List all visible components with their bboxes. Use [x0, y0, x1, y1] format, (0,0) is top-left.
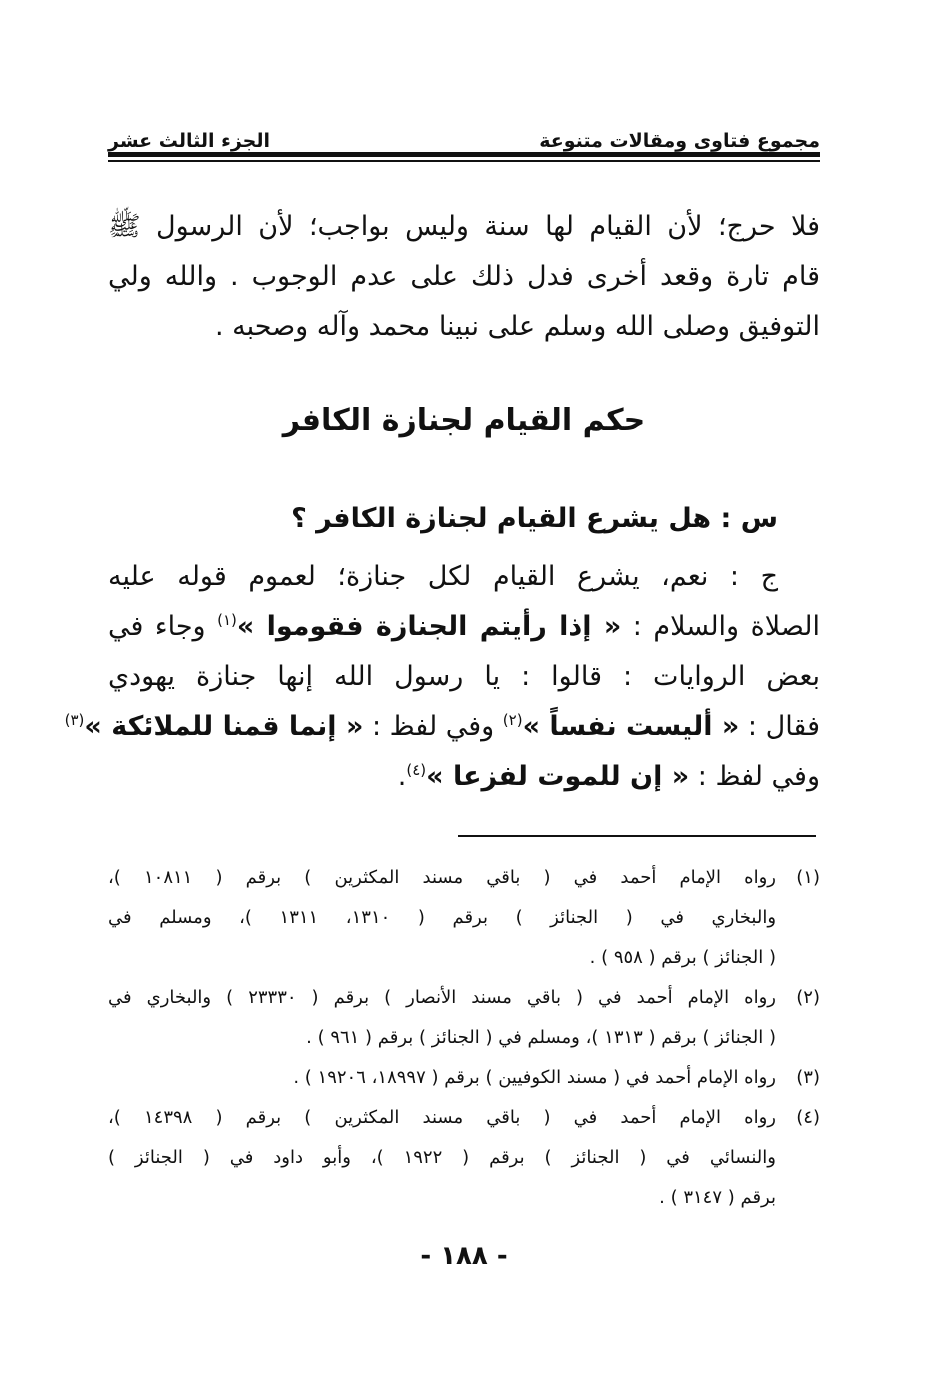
footnote-line: رواه الإمام أحمد في ( مسند الكوفيين ) برقم ( ١٨٩٩٧، ١٩٢٠٦ ) . [293, 1067, 776, 1088]
footnote-ref[interactable]: (٢) [502, 711, 523, 729]
footnote-line: رواه الإمام أحمد في ( باقي مسند المكثرين ) برقم ( ١٤٣٩٨ )، [108, 1107, 777, 1128]
footnote-ref[interactable]: (٣) [64, 711, 85, 729]
header-rule-thin [108, 160, 820, 162]
footnote [108, 858, 820, 978]
footnote-separator [458, 835, 816, 837]
section-title: حكم القيام لجنازة الكافر [282, 403, 646, 438]
question-line: س : هل يشرع القيام لجنازة الكافر ؟ [291, 503, 778, 534]
footnote-number: (١) [796, 867, 820, 888]
intro-line: التوفيق وصلى الله وسلم على نبينا محمد وآله وصحبه . [214, 311, 820, 342]
footnote-line: برقم ( ٣١٤٧ ) . [659, 1187, 776, 1208]
answer-line [64, 702, 820, 752]
footnote-number: (٣) [796, 1067, 820, 1088]
footnotes [108, 858, 820, 1218]
answer-text: الصلاة والسلام : [621, 611, 820, 642]
footnote-ref[interactable]: (١) [217, 611, 237, 629]
volume-label: الجزء الثالث عشر [108, 130, 271, 152]
footnote-ref[interactable]: (٤) [406, 761, 427, 779]
answer-text: وفي لفظ : [363, 711, 503, 742]
answer-line [108, 752, 820, 802]
header-rule-thick [108, 152, 820, 157]
running-header [108, 118, 820, 152]
footnote-line: ( الجنائز ) برقم ( ٩٥٨ ) . [589, 947, 776, 968]
footnote-line: رواه الإمام أحمد في ( باقي مسند المكثرين ) برقم ( ١٠٨١١ )، [108, 867, 777, 888]
footnote-line: والنسائي في ( الجنائز ) برقم ( ١٩٢٢ )، وأبو داود في ( الجنائز ) [108, 1147, 776, 1168]
answer-paragraph [64, 552, 820, 802]
hadith-quote: « إذا رأيتم الجنازة فقوموا » [236, 611, 622, 642]
answer-line: بعض الروايات : قالوا : يا رسول الله إنها جنازة يهودي [108, 661, 820, 692]
book-title: مجموع فتاوى ومقالات متنوعة [539, 130, 820, 152]
footnote-number: (٢) [796, 987, 820, 1008]
answer-line [108, 602, 820, 652]
page-number: - ١٨٨ - [420, 1241, 508, 1271]
footnote [108, 1098, 820, 1218]
answer-text: فقال : [739, 711, 820, 742]
intro-line: فلا حرج؛ لأن القيام لها سنة وليس بواجب؛ لأن الرسول ﷺ [108, 211, 820, 242]
footnote [108, 978, 820, 1058]
hadith-quote: « إن للموت لفزعا » [426, 761, 690, 792]
footnote-line: والبخاري في ( الجنائز ) برقم ( ١٣١٠، ١٣١١ )، ومسلم في [108, 907, 777, 928]
footnote [108, 1058, 820, 1098]
intro-line: قام تارة وقعد أخرى فدل ذلك على عدم الوجوب . والله ولي [108, 261, 820, 292]
answer-text: . [397, 761, 407, 792]
answer-text: وفي لفظ : [689, 761, 820, 792]
footnote-line: ( الجنائز ) برقم ( ١٣١٣ )، ومسلم في ( الجنائز ) برقم ( ٩٦١ ) . [306, 1027, 776, 1048]
answer-line: ج : نعم، يشرع القيام لكل جنازة؛ لعموم قوله عليه [108, 561, 778, 592]
hadith-quote: « أليست نفساً » [522, 711, 740, 742]
footnote-line: رواه الإمام أحمد في ( باقي مسند الأنصار ) برقم ( ٢٣٣٣٠ ) والبخاري في [108, 987, 777, 1008]
answer-text: وجاء في [108, 611, 218, 642]
footnote-number: (٤) [796, 1107, 820, 1128]
hadith-quote: « إنما قمنا للملائكة » [84, 711, 364, 742]
intro-paragraph [108, 202, 820, 352]
